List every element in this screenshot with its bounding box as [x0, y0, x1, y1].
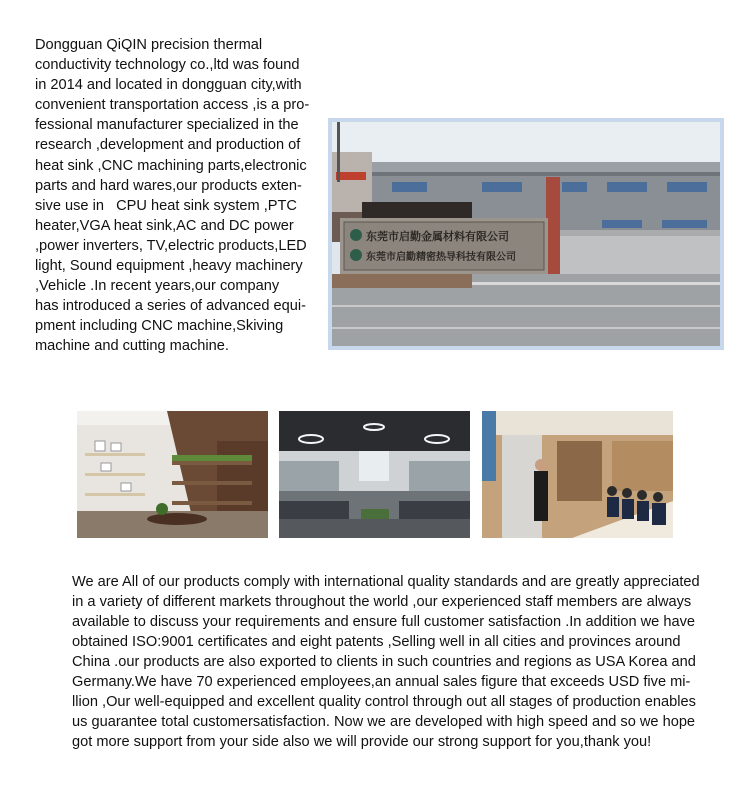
sign-line-1: 东莞市启勤金属材料有限公司	[366, 230, 509, 243]
company-intro	[35, 35, 325, 357]
about-line: available to discuss your requirements and ensure full customer satisfaction .In addition we have	[72, 614, 695, 630]
intro-line: ,Vehicle .In recent years,our company	[35, 278, 280, 295]
intro-line: has introduced a series of advanced equi-	[35, 298, 306, 315]
about-line: China .our products are also exported to clients in such countries and regions as USA Korea and	[72, 654, 696, 670]
company-about	[72, 572, 702, 752]
intro-line: in 2014 and located in dongguan city,with	[35, 77, 302, 94]
about-line: We are All of our products comply with international quality standards and are greatly appreciated	[72, 574, 700, 590]
intro-line: pment including CNC machine,Skiving	[35, 318, 284, 335]
about-line: obtained ISO:9001 certificates and eight patents ,Selling well in all cities and provinces around	[72, 634, 681, 650]
intro-line: fessional manufacturer specialized in the	[35, 117, 299, 134]
office-illustration	[279, 411, 470, 538]
intro-line: ,power inverters, TV,electric products,LED	[35, 237, 307, 254]
office-photo	[279, 411, 470, 538]
intro-line: heat sink ,CNC machining parts,electronic	[35, 157, 307, 174]
showroom-illustration	[77, 411, 268, 538]
intro-line: machine and cutting machine.	[35, 338, 229, 355]
factory-illustration	[332, 122, 720, 346]
factory-photo	[328, 118, 724, 350]
intro-line: conductivity technology co.,ltd was found	[35, 57, 300, 74]
intro-line: sive use in CPU heat sink system ,PTC	[35, 197, 297, 214]
intro-line: light, Sound equipment ,heavy machinery	[35, 258, 303, 275]
intro-line: parts and hard wares,our products exten-	[35, 177, 302, 194]
intro-line: research ,development and production of	[35, 137, 301, 154]
about-line: got more support from your side also we will provide our strong support for you,thank you!	[72, 734, 652, 750]
intro-line: convenient transportation access ,is a pro-	[35, 97, 310, 114]
sign-line-2: 东莞市启勤精密热导科技有限公司	[366, 252, 516, 263]
showroom-photo	[77, 411, 268, 538]
about-line: Germany.We have 70 experienced employees,an annual sales figure that exceeds USD five mi-	[72, 674, 691, 690]
intro-line: heater,VGA heat sink,AC and DC power	[35, 217, 294, 234]
meeting-illustration	[482, 411, 673, 538]
meeting-room-photo	[482, 411, 673, 538]
intro-line: Dongguan QiQIN precision thermal	[35, 37, 263, 53]
about-line: llion ,Our well-equipped and excellent quality control through out all stages of production enables	[72, 694, 696, 710]
about-line: in a variety of different markets throughout the world ,our experienced staff members are always	[72, 594, 692, 610]
about-line: us guarantee total customersatisfaction. Now we are developed with high speed and so we hope	[72, 714, 696, 730]
